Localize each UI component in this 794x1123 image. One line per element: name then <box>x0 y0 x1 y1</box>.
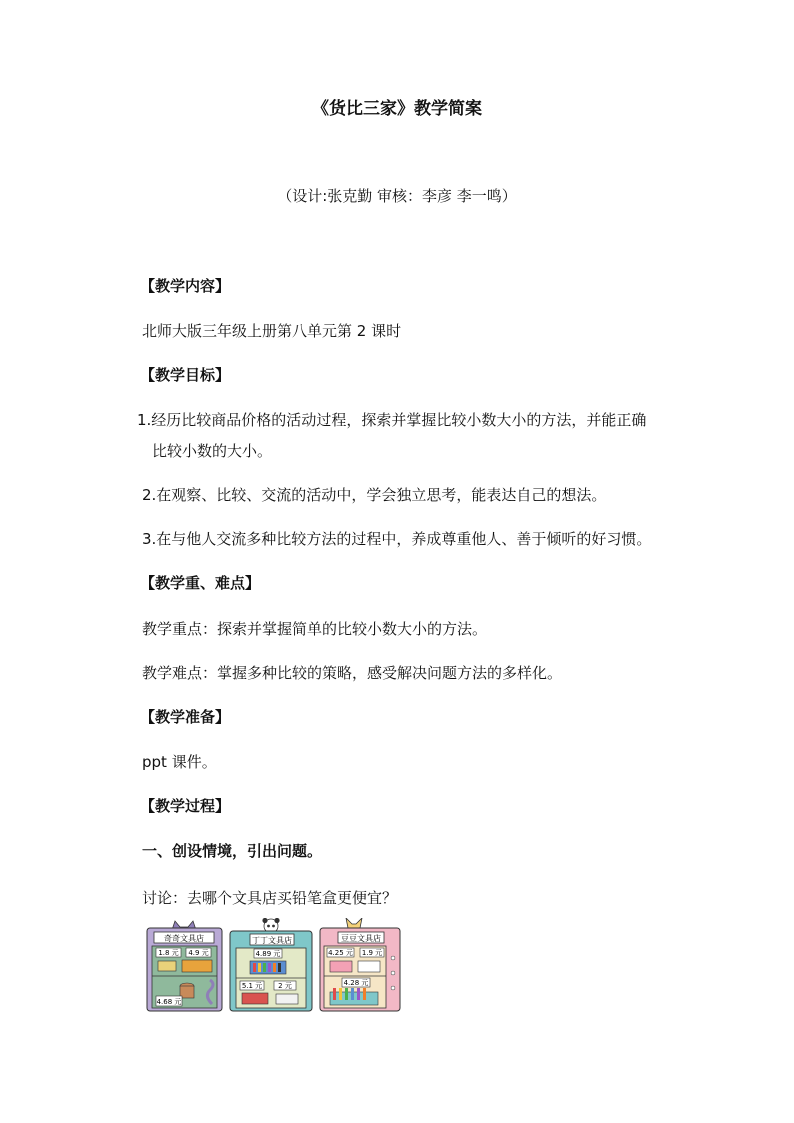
discussion-question: 讨论：去哪个文具店买铅笔盒更便宜？ <box>142 889 398 907</box>
price-tag: 5.1 元 <box>241 982 263 990</box>
store-name-doudou: 豆豆文具店 <box>341 934 381 943</box>
section-heading-process: 【教学过程】 <box>140 797 231 815</box>
section-heading-preparation: 【教学准备】 <box>140 708 231 726</box>
price-tag: 1.9 元 <box>361 949 383 957</box>
price-tag: 4.28 元 <box>343 979 369 987</box>
pencil-case-icon <box>182 960 212 972</box>
price-tag: 4.9 元 <box>188 949 209 957</box>
content-text: 北师大版三年级上册第八单元第 2 课时 <box>142 322 402 340</box>
price-tag: 4.89 元 <box>255 950 281 958</box>
price-tag: 4.68 元 <box>156 998 182 1006</box>
bunny-head-icon <box>346 918 362 928</box>
pencil-case-icon <box>330 961 352 972</box>
document-byline: （设计:张克勤 审核：李彦 李一鸣） <box>277 187 517 205</box>
price-tag: 2 元 <box>278 982 292 990</box>
section-heading-content: 【教学内容】 <box>140 277 231 295</box>
stationery-stores-illustration <box>142 918 404 1013</box>
goal-2: 2.在观察、比较、交流的活动中，学会独立思考，能表达自己的想法。 <box>142 486 607 504</box>
eraser-icon <box>358 961 380 972</box>
eraser-icon <box>276 994 298 1004</box>
section-heading-goals: 【教学目标】 <box>140 366 231 384</box>
key-point-text: 教学重点：探索并掌握简单的比较小数大小的方法。 <box>142 620 488 638</box>
goal-1-line-2: 比较小数的大小。 <box>152 442 273 460</box>
store-name-dingding: 丁丁文具店 <box>252 936 292 945</box>
goal-1-line-1: 1.经历比较商品价格的活动过程，探索并掌握比较小数大小的方法，并能正确 <box>137 411 647 429</box>
preparation-text: ppt 课件。 <box>142 753 217 771</box>
price-tag: 4.25 元 <box>328 949 353 957</box>
store-dingding <box>230 918 312 1011</box>
step-1-heading: 一、创设情境，引出问题。 <box>142 842 323 860</box>
store-qiqi <box>147 921 222 1011</box>
pencil-case-icon <box>242 993 268 1004</box>
store-doudou <box>320 918 400 1011</box>
store-name-qiqi: 奇奇文具店 <box>164 934 204 943</box>
document-title: 《货比三家》教学简案 <box>312 99 482 119</box>
goal-3: 3.在与他人交流多种比较方法的过程中，养成尊重他人、善于倾听的好习惯。 <box>142 530 652 548</box>
price-tag: 1.8 元 <box>158 949 179 957</box>
section-heading-key-points: 【教学重、难点】 <box>140 574 261 592</box>
difficult-point-text: 教学难点：掌握多种比较的策略，感受解决问题方法的多样化。 <box>142 664 563 682</box>
